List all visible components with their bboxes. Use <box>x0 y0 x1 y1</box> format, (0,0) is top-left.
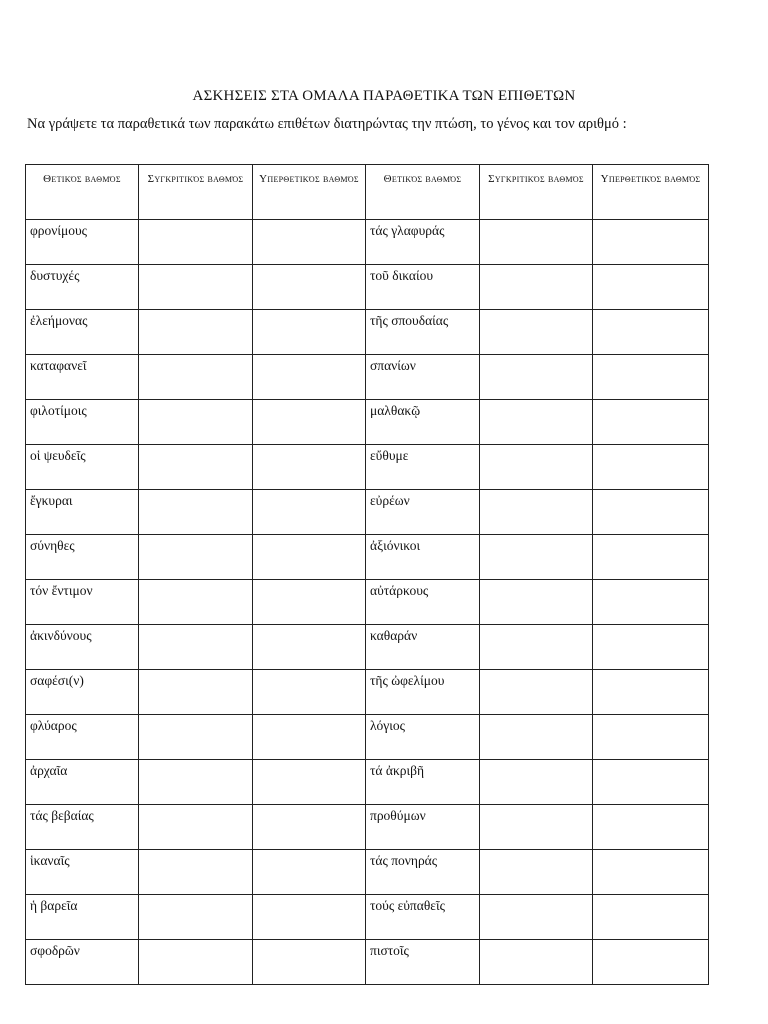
table-body <box>26 220 709 985</box>
adjective-cell-left: φιλοτίμοις <box>26 400 139 445</box>
comparative-answer-right[interactable] <box>480 355 593 400</box>
superlative-answer-right[interactable] <box>593 265 709 310</box>
adjective-cell-left: ἐλεήμονας <box>26 310 139 355</box>
comparative-answer-right[interactable] <box>480 580 593 625</box>
header-positive-left: Θετικός βαθμός <box>26 165 139 220</box>
adjective-cell-right: τούς εὐπαθεῖς <box>366 895 480 940</box>
comparative-answer-right[interactable] <box>480 535 593 580</box>
table-row <box>26 895 709 940</box>
adjective-cell-right: μαλθακῷ <box>366 400 480 445</box>
comparative-answer-left[interactable] <box>139 940 253 985</box>
comparative-answer-left[interactable] <box>139 580 253 625</box>
superlative-answer-right[interactable] <box>593 715 709 760</box>
superlative-answer-left[interactable] <box>253 625 366 670</box>
superlative-answer-right[interactable] <box>593 355 709 400</box>
adjective-cell-right: εὐρέων <box>366 490 480 535</box>
adjective-cell-left: τόν ἔντιμον <box>26 580 139 625</box>
comparative-answer-right[interactable] <box>480 310 593 355</box>
superlative-answer-left[interactable] <box>253 895 366 940</box>
superlative-answer-right[interactable] <box>593 850 709 895</box>
adjective-cell-right: τοῦ δικαίου <box>366 265 480 310</box>
exercise-table <box>25 164 709 985</box>
superlative-answer-right[interactable] <box>593 220 709 265</box>
comparative-answer-left[interactable] <box>139 310 253 355</box>
adjective-cell-left: σύνηθες <box>26 535 139 580</box>
adjective-cell-right: πιστοῖς <box>366 940 480 985</box>
adjective-cell-left: ἀρχαῖα <box>26 760 139 805</box>
comparative-answer-left[interactable] <box>139 445 253 490</box>
superlative-answer-right[interactable] <box>593 760 709 805</box>
adjective-cell-left: ἀκινδύνους <box>26 625 139 670</box>
superlative-answer-right[interactable] <box>593 805 709 850</box>
table-row <box>26 760 709 805</box>
comparative-answer-left[interactable] <box>139 670 253 715</box>
comparative-answer-right[interactable] <box>480 265 593 310</box>
table-row <box>26 220 709 265</box>
superlative-answer-left[interactable] <box>253 715 366 760</box>
comparative-answer-right[interactable] <box>480 760 593 805</box>
table-row <box>26 940 709 985</box>
adjective-cell-right: τῆς ὠφελίμου <box>366 670 480 715</box>
header-superlative-right: Υπερθετικός βαθμός <box>593 165 709 220</box>
adjective-cell-right: ἀξιόνικοι <box>366 535 480 580</box>
superlative-answer-left[interactable] <box>253 535 366 580</box>
adjective-cell-right: αὐτάρκους <box>366 580 480 625</box>
table-row <box>26 580 709 625</box>
adjective-cell-right: τά ἀκριβῆ <box>366 760 480 805</box>
adjective-cell-left: ἔγκυραι <box>26 490 139 535</box>
superlative-answer-left[interactable] <box>253 355 366 400</box>
comparative-answer-right[interactable] <box>480 715 593 760</box>
table-row <box>26 265 709 310</box>
header-comparative-left: Συγκριτικός βαθμός <box>139 165 253 220</box>
comparative-answer-left[interactable] <box>139 715 253 760</box>
table-row <box>26 670 709 715</box>
comparative-answer-right[interactable] <box>480 220 593 265</box>
adjective-cell-left: σαφέσι(ν) <box>26 670 139 715</box>
adjective-cell-right: καθαράν <box>366 625 480 670</box>
table-row <box>26 400 709 445</box>
superlative-answer-left[interactable] <box>253 670 366 715</box>
table-row <box>26 355 709 400</box>
header-superlative-left: Υπερθετικός βαθμός <box>253 165 366 220</box>
adjective-cell-left: δυστυχές <box>26 265 139 310</box>
comparative-answer-right[interactable] <box>480 445 593 490</box>
comparative-answer-right[interactable] <box>480 895 593 940</box>
superlative-answer-left[interactable] <box>253 220 366 265</box>
header-positive-right: Θετικός βαθμός <box>366 165 480 220</box>
superlative-answer-right[interactable] <box>593 580 709 625</box>
comparative-answer-left[interactable] <box>139 490 253 535</box>
superlative-answer-left[interactable] <box>253 490 366 535</box>
adjective-cell-left: οἱ ψευδεῖς <box>26 445 139 490</box>
table-row <box>26 715 709 760</box>
superlative-answer-left[interactable] <box>253 580 366 625</box>
superlative-answer-left[interactable] <box>253 805 366 850</box>
table-row <box>26 625 709 670</box>
comparative-answer-left[interactable] <box>139 850 253 895</box>
superlative-answer-left[interactable] <box>253 310 366 355</box>
table-row <box>26 310 709 355</box>
header-row <box>26 165 709 220</box>
adjective-cell-left: φρονίμους <box>26 220 139 265</box>
page-title: ΑΣΚΗΣΕΙΣ ΣΤΑ ΟΜΑΛΑ ΠΑΡΑΘΕΤΙΚΑ ΤΩΝ ΕΠΙΘΕΤΩΝ <box>192 88 576 104</box>
comparative-answer-right[interactable] <box>480 850 593 895</box>
adjective-cell-left: σφοδρῶν <box>26 940 139 985</box>
superlative-answer-left[interactable] <box>253 850 366 895</box>
comparative-answer-left[interactable] <box>139 895 253 940</box>
adjective-cell-left: ἡ βαρεῖα <box>26 895 139 940</box>
table-row <box>26 490 709 535</box>
superlative-answer-right[interactable] <box>593 490 709 535</box>
comparative-answer-right[interactable] <box>480 400 593 445</box>
header-comparative-right: Συγκριτικός βαθμός <box>480 165 593 220</box>
superlative-answer-right[interactable] <box>593 400 709 445</box>
superlative-answer-right[interactable] <box>593 895 709 940</box>
comparative-answer-left[interactable] <box>139 805 253 850</box>
superlative-answer-right[interactable] <box>593 535 709 580</box>
adjective-cell-right: εὔθυμε <box>366 445 480 490</box>
table-row <box>26 850 709 895</box>
comparative-answer-left[interactable] <box>139 265 253 310</box>
comparative-answer-right[interactable] <box>480 805 593 850</box>
comparative-answer-left[interactable] <box>139 400 253 445</box>
adjective-cell-left: φλύαρος <box>26 715 139 760</box>
superlative-answer-right[interactable] <box>593 940 709 985</box>
table-row <box>26 445 709 490</box>
comparative-answer-left[interactable] <box>139 355 253 400</box>
adjective-cell-right: τάς πονηράς <box>366 850 480 895</box>
superlative-answer-left[interactable] <box>253 265 366 310</box>
superlative-answer-right[interactable] <box>593 670 709 715</box>
adjective-cell-right: σπανίων <box>366 355 480 400</box>
instructions-text: Να γράψετε τα παραθετικά των παρακάτω επιθέτων διατηρώντας την πτώση, το γένος και τον αριθμό : <box>27 116 627 132</box>
adjective-cell-right: προθύμων <box>366 805 480 850</box>
superlative-answer-right[interactable] <box>593 625 709 670</box>
comparative-answer-right[interactable] <box>480 940 593 985</box>
adjective-cell-left: ἱκαναῖς <box>26 850 139 895</box>
comparative-answer-left[interactable] <box>139 625 253 670</box>
table-row <box>26 805 709 850</box>
comparative-answer-left[interactable] <box>139 760 253 805</box>
table-row <box>26 535 709 580</box>
superlative-answer-left[interactable] <box>253 760 366 805</box>
comparative-answer-right[interactable] <box>480 670 593 715</box>
superlative-answer-left[interactable] <box>253 940 366 985</box>
superlative-answer-left[interactable] <box>253 400 366 445</box>
superlative-answer-left[interactable] <box>253 445 366 490</box>
comparative-answer-right[interactable] <box>480 490 593 535</box>
adjective-cell-right: τάς γλαφυράς <box>366 220 480 265</box>
adjective-cell-left: καταφανεῖ <box>26 355 139 400</box>
comparative-answer-left[interactable] <box>139 535 253 580</box>
superlative-answer-right[interactable] <box>593 445 709 490</box>
comparative-answer-right[interactable] <box>480 625 593 670</box>
adjective-cell-right: τῆς σπουδαίας <box>366 310 480 355</box>
superlative-answer-right[interactable] <box>593 310 709 355</box>
adjective-cell-right: λόγιος <box>366 715 480 760</box>
adjective-cell-left: τάς βεβαίας <box>26 805 139 850</box>
comparative-answer-left[interactable] <box>139 220 253 265</box>
